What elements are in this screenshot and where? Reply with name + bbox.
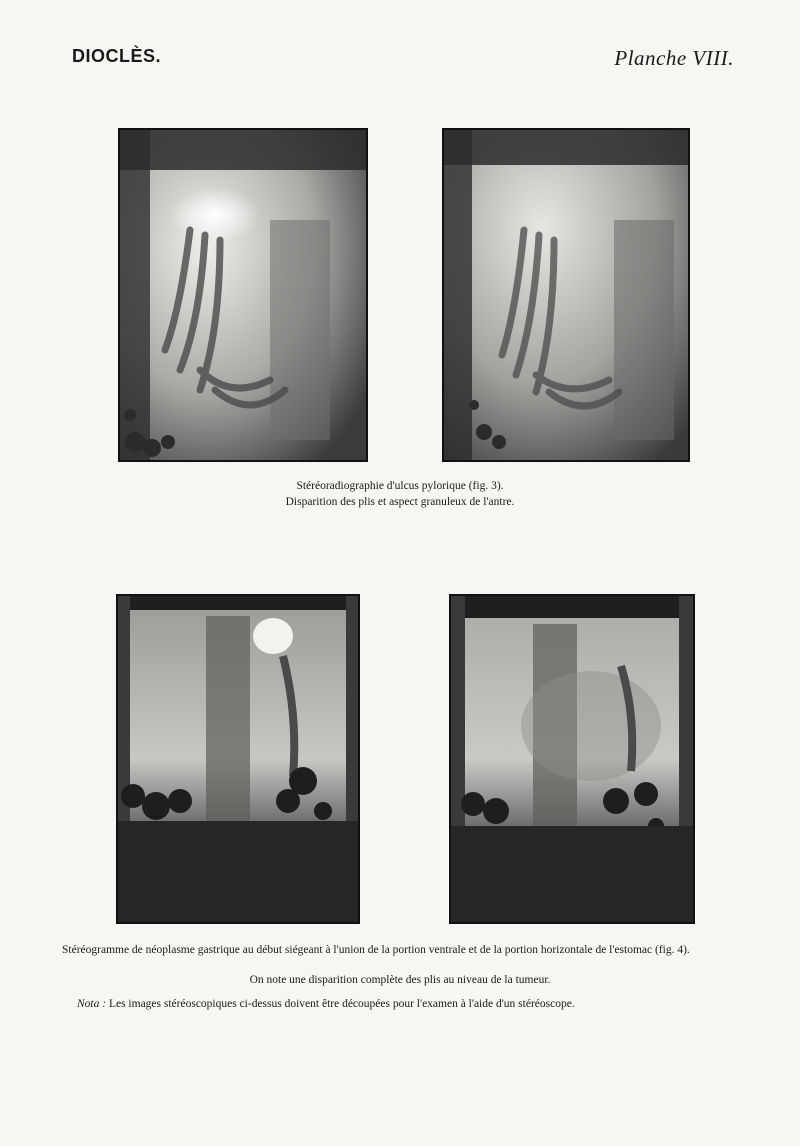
radiograph-ulcer-left	[118, 128, 368, 462]
radiograph-neoplasm-right	[449, 594, 695, 924]
nota-label: Nota :	[77, 998, 107, 1010]
nota-note	[77, 998, 697, 1010]
figure-3-caption-line2: Disparition des plis et aspect granuleux de l'antre.	[285, 496, 515, 508]
figure-4-caption-line1: Stéréogramme de néoplasme gastrique au début siégeant à l'union de la portion ventrale et de la portion horizontale de l'estomac (fig. 4).	[62, 944, 690, 956]
figure-3-caption-line1: Stéréoradiographie d'ulcus pylorique (fig. 3).	[296, 480, 504, 492]
figure-3-caption	[0, 478, 800, 510]
header-author: DIOCLÈS.	[72, 46, 162, 66]
radiograph-neoplasm-left	[116, 594, 360, 924]
nota-text: Les images stéréoscopiques ci-dessus doivent être découpées pour l'examen à l'aide d'un stéréoscope.	[108, 998, 575, 1010]
figure-4-caption-line2: On note une disparition complète des plis au niveau de la tumeur.	[249, 974, 551, 986]
header-plate-number: Planche VIII.	[614, 46, 734, 70]
radiograph-ulcer-right	[442, 128, 690, 462]
